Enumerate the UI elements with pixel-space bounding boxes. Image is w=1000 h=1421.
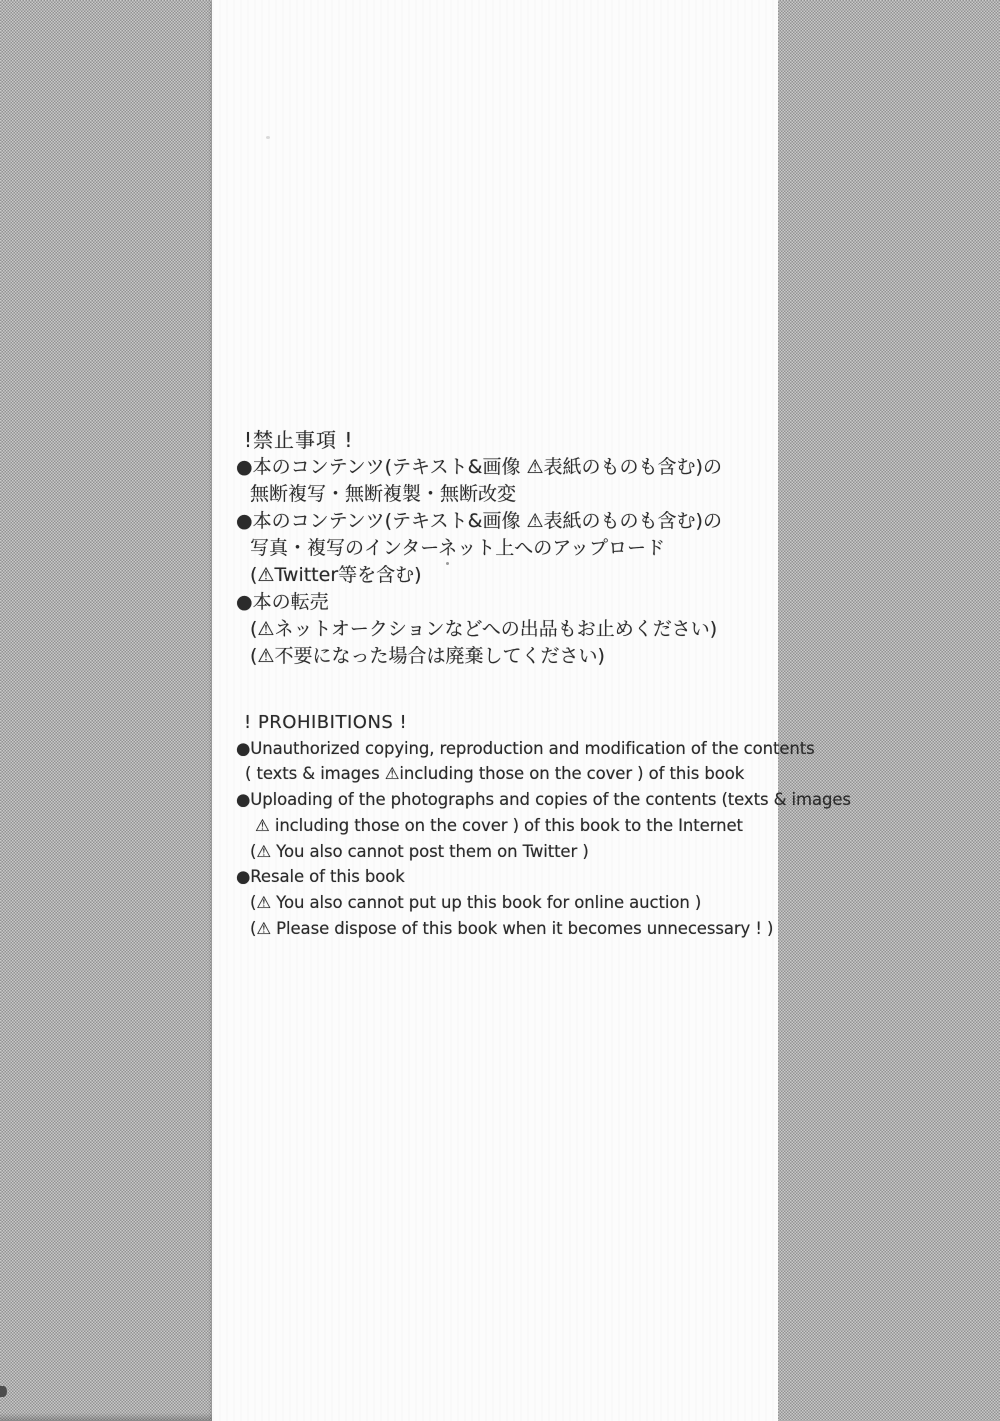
- english-line: ( texts & images ⚠including those on the cover ) of this book: [245, 764, 745, 784]
- japanese-line: (⚠不要になった場合は廃棄してください): [250, 645, 605, 667]
- english-line: ●Unauthorized copying, reproduction and modification of the contents: [236, 738, 815, 758]
- english-section-title: ! PROHIBITIONS !: [244, 712, 408, 733]
- english-line: ●Resale of this book: [236, 867, 405, 887]
- english-line: ●Uploading of the photographs and copies of the contents (texts & images: [236, 790, 851, 810]
- japanese-prohibitions-section: [236, 427, 722, 670]
- japanese-line: 無断複写・無断複製・無断改変: [250, 483, 517, 505]
- japanese-line: ●本のコンテンツ(テキスト&画像 ⚠表紙のものも含む)の: [236, 510, 722, 532]
- japanese-line: ●本の転売: [236, 591, 329, 613]
- left-halftone-border: [0, 0, 212, 1421]
- english-line: ⚠ including those on the cover ) of this book to the Internet: [255, 815, 743, 835]
- japanese-line: (⚠Twitter等を含む): [250, 564, 422, 586]
- japanese-line: (⚠ネットオークションなどへの出品もお止めください): [250, 618, 718, 640]
- japanese-section-title: !禁止事項 !: [244, 428, 354, 452]
- japanese-line: ●本のコンテンツ(テキスト&画像 ⚠表紙のものも含む)の: [236, 456, 722, 478]
- english-prohibitions-section: [236, 710, 851, 941]
- english-line: (⚠ Please dispose of this book when it becomes unnecessary ! ): [250, 918, 774, 938]
- english-line: (⚠ You also cannot put up this book for online auction ): [250, 892, 702, 912]
- japanese-line: 写真・複写のインターネット上へのアップロード: [250, 537, 665, 559]
- scan-speck: [446, 562, 449, 565]
- english-line: (⚠ You also cannot post them on Twitter ): [250, 841, 589, 861]
- scan-speck: [266, 136, 270, 139]
- scan-speck: [0, 1386, 7, 1397]
- scan-edge-shadow: [0, 1413, 212, 1421]
